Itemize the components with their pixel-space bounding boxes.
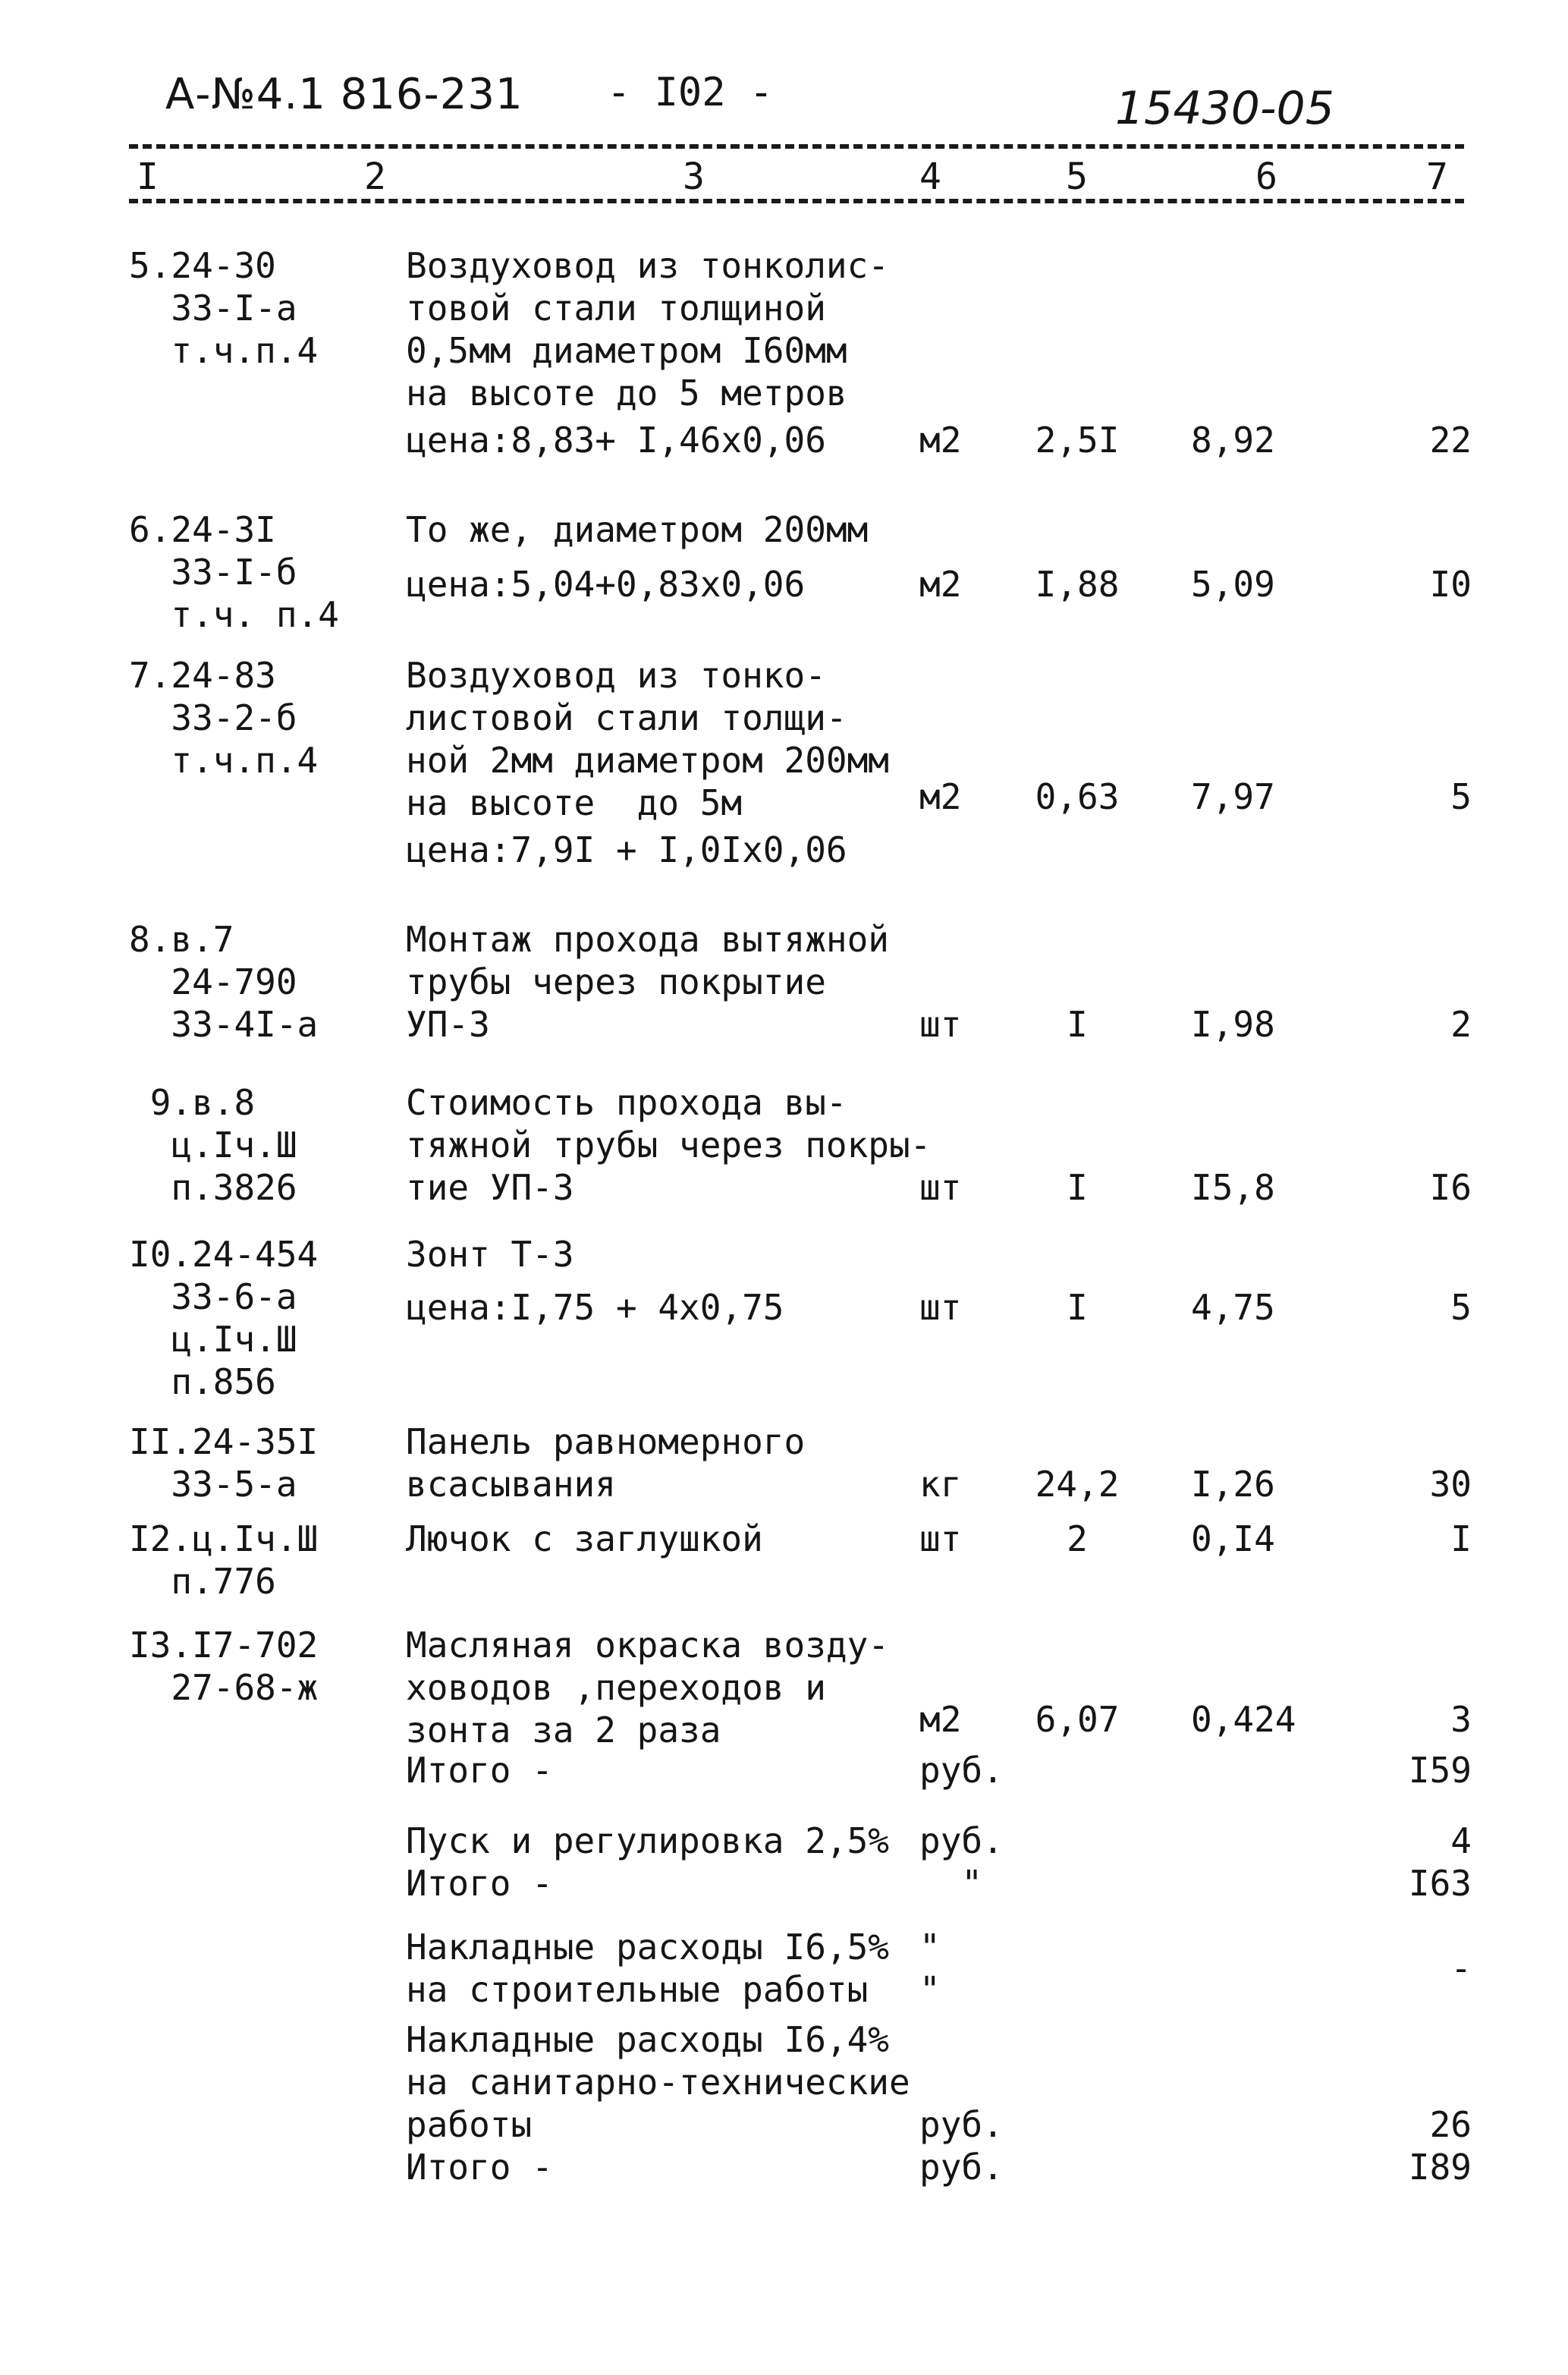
row-unit-price: 4,75 bbox=[1191, 1287, 1275, 1328]
row-unit-price: 0,424 bbox=[1191, 1699, 1296, 1740]
row-description: Масляная окраска возду- ховодов ,переходов и зонта за 2 раза bbox=[406, 1625, 889, 1751]
row-code: 7.24-83 33-2-б т.ч.п.4 bbox=[129, 655, 319, 781]
total-value: 4 I63 bbox=[1408, 1820, 1472, 1904]
row-unit-price: 0,I4 bbox=[1191, 1518, 1275, 1559]
column-header-3: 3 bbox=[683, 156, 705, 198]
row-code: I0.24-454 33-6-а ц.Iч.Ш п.856 bbox=[129, 1234, 319, 1402]
row-description: Монтаж прохода вытяжной трубы через покрытие УП-3 bbox=[406, 919, 889, 1045]
row-cost: 5 bbox=[1450, 776, 1472, 817]
header-rule-bottom bbox=[129, 199, 1464, 203]
row-unit: шт bbox=[919, 1518, 962, 1559]
row-cost: I bbox=[1450, 1518, 1472, 1559]
row-unit-price: 5,09 bbox=[1191, 564, 1275, 605]
row-price-formula: цена:I,75 + 4х0,75 bbox=[406, 1287, 784, 1328]
column-header-5: 5 bbox=[1066, 156, 1088, 198]
total-unit: руб. " bbox=[919, 1820, 1004, 1904]
row-description: Зонт Т-3 bbox=[406, 1234, 574, 1275]
row-cost: 22 bbox=[1429, 420, 1472, 461]
header-rule-top bbox=[129, 144, 1464, 149]
project-number: 15430-05 bbox=[1115, 82, 1334, 135]
total-value: 26 I89 bbox=[1408, 2104, 1472, 2188]
total-label: Итого - bbox=[406, 1750, 553, 1791]
row-unit: м2 bbox=[919, 1699, 962, 1740]
column-header-2: 2 bbox=[364, 156, 386, 198]
row-cost: I6 bbox=[1429, 1167, 1472, 1208]
row-unit-price: I,98 bbox=[1191, 1004, 1275, 1045]
row-code: I3.I7-702 27-68-ж bbox=[129, 1625, 319, 1708]
row-description: Лючок с заглушкой bbox=[406, 1518, 763, 1559]
row-quantity: 2,5I bbox=[1035, 420, 1120, 461]
column-header-1: I bbox=[137, 156, 159, 198]
row-unit-price: 8,92 bbox=[1191, 420, 1275, 461]
row-quantity: 24,2 bbox=[1035, 1464, 1120, 1505]
row-description: Стоимость прохода вы- тяжной трубы через покры- тие УП-3 bbox=[406, 1082, 932, 1208]
row-code: 9.в.8 ц.Iч.Ш п.3826 bbox=[149, 1082, 297, 1208]
total-label: Накладные расходы I6,5% на строительные работы bbox=[406, 1927, 889, 2010]
document-code: А-№4.1 816-231 bbox=[165, 70, 523, 119]
row-unit: м2 bbox=[919, 776, 962, 817]
row-quantity: I bbox=[1067, 1004, 1088, 1045]
row-quantity: I bbox=[1067, 1287, 1088, 1328]
row-cost: 30 bbox=[1429, 1464, 1472, 1505]
row-price-formula: цена:8,83+ I,46х0,06 bbox=[406, 420, 826, 461]
row-cost: 3 bbox=[1450, 1699, 1472, 1740]
row-quantity: I,88 bbox=[1035, 564, 1120, 605]
column-header-6: 6 bbox=[1255, 156, 1277, 198]
total-unit: руб. руб. bbox=[919, 2104, 1004, 2188]
row-description: Воздуховод из тонко- листовой стали толщи- ной 2мм диаметром 200мм на высоте до 5м bbox=[406, 655, 889, 823]
total-unit: " " bbox=[919, 1927, 941, 2010]
row-cost: I0 bbox=[1429, 564, 1472, 605]
row-unit-price: I5,8 bbox=[1191, 1167, 1275, 1208]
row-quantity: 6,07 bbox=[1035, 1699, 1120, 1740]
row-unit: кг bbox=[919, 1464, 962, 1505]
row-description: Панель равномерного всасывания bbox=[406, 1421, 806, 1505]
total-label: Накладные расходы I6,4% на санитарно-технические работы Итого - bbox=[406, 2019, 910, 2188]
row-code: 8.в.7 24-790 33-4I-а bbox=[129, 919, 319, 1045]
row-unit-price: I,26 bbox=[1191, 1464, 1275, 1505]
page-number: - I02 - bbox=[607, 70, 774, 115]
row-description: Воздуховод из тонколис- товой стали толщиной 0,5мм диаметром I60мм на высоте до 5 метров bbox=[406, 245, 889, 414]
row-cost: 5 bbox=[1450, 1287, 1472, 1328]
total-unit: руб. bbox=[919, 1750, 1004, 1791]
row-price-formula: цена:7,9I + I,0Iх0,06 bbox=[406, 829, 847, 870]
row-code: 6.24-3I 33-I-б т.ч. п.4 bbox=[129, 509, 339, 635]
row-unit: шт bbox=[919, 1004, 962, 1045]
row-unit-price: 7,97 bbox=[1191, 776, 1275, 817]
total-value: - bbox=[1450, 1948, 1472, 1989]
row-code: I2.ц.Iч.Ш п.776 bbox=[129, 1518, 319, 1602]
row-code: 5.24-30 33-I-а т.ч.п.4 bbox=[129, 245, 319, 371]
row-unit: шт bbox=[919, 1167, 962, 1208]
row-description: То же, диаметром 200мм bbox=[406, 509, 869, 550]
row-code: II.24-35I 33-5-а bbox=[129, 1421, 319, 1505]
total-label: Пуск и регулировка 2,5% Итого - bbox=[406, 1820, 889, 1904]
row-unit: м2 bbox=[919, 564, 962, 605]
row-unit: шт bbox=[919, 1287, 962, 1328]
total-value: I59 bbox=[1408, 1750, 1472, 1791]
column-header-4: 4 bbox=[919, 156, 941, 198]
row-quantity: I bbox=[1067, 1167, 1088, 1208]
row-unit: м2 bbox=[919, 420, 962, 461]
row-quantity: 2 bbox=[1067, 1518, 1088, 1559]
row-cost: 2 bbox=[1450, 1004, 1472, 1045]
row-price-formula: цена:5,04+0,83х0,06 bbox=[406, 564, 806, 605]
column-header-7: 7 bbox=[1426, 156, 1448, 198]
row-quantity: 0,63 bbox=[1035, 776, 1120, 817]
